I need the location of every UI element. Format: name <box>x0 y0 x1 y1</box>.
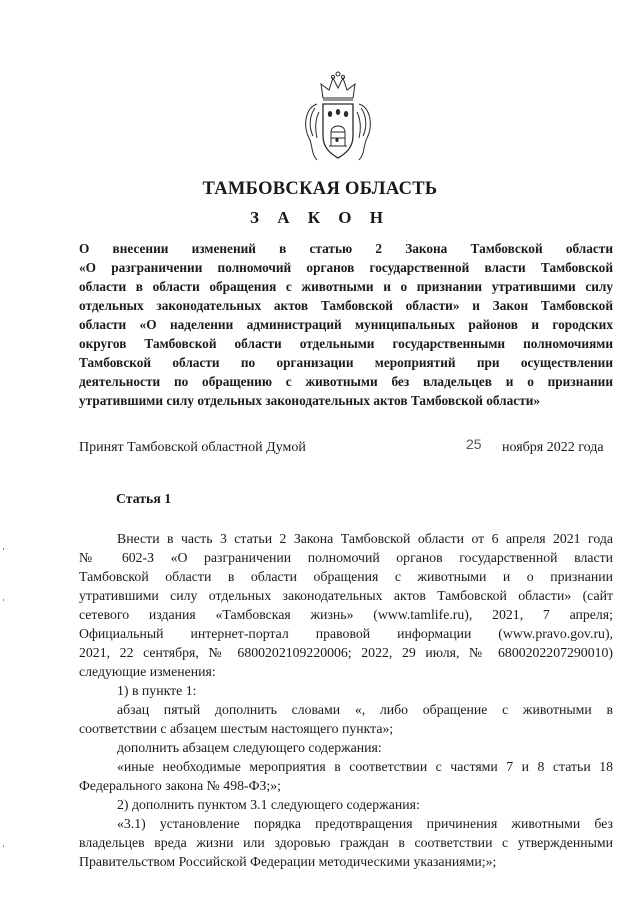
body-line: сетевого издания «Тамбовская жизнь» (www.tamlife.ru), 2021, 7 апреля; <box>79 607 613 622</box>
margin-mark <box>3 599 4 601</box>
body-line: Внести в часть 3 статьи 2 Закона Тамбовской области от 6 апреля 2021 года <box>117 531 613 546</box>
document-type: З А К О Н <box>249 208 391 227</box>
margin-mark <box>3 548 4 550</box>
title-line: О внесении изменений в статью 2 Закона Тамбовской области <box>79 241 613 256</box>
body-line: Тамбовской области в области обращения с животными и о признании <box>79 569 613 584</box>
adoption-text: Принят Тамбовской областной Думой <box>79 440 306 455</box>
article-title: Статья 1 <box>116 491 172 506</box>
title-line: области «О наделении администраций муниципальных районов и городских <box>79 317 613 332</box>
body-line: «иные необходимые мероприятия в соответствии с частями 7 и 8 статьи 18 <box>117 759 613 774</box>
body-line: дополнить абзацем следующего содержания: <box>117 740 382 755</box>
title-line: области в области обращения с животными и о признании утратившими силу <box>79 279 613 294</box>
body-line: 2021, 22 сентября, № 6800202109220006; 2022, 29 июля, № 6800202207290010) <box>79 645 613 660</box>
title-line: отдельных законодательных актов Тамбовской области» и Закон Тамбовской <box>79 298 613 313</box>
title-line: «О разграничении полномочий органов государственной власти Тамбовской <box>79 260 613 275</box>
adoption-month-year: ноября 2022 года <box>502 440 604 455</box>
body-line: соответствии с абзацем шестым настоящего пункта»; <box>79 721 394 736</box>
body-line: следующие изменения: <box>79 664 216 679</box>
title-line: Тамбовской области по организации мероприятий при осуществлении <box>79 355 613 370</box>
body-line: владельцев вреда жизни или здоровью граждан в соответствии с утвержденными <box>79 835 613 850</box>
region-name: ТАМБОВСКАЯ ОБЛАСТЬ <box>202 179 438 199</box>
body-line: 1) в пункте 1: <box>117 683 197 698</box>
coat-of-arms-emblem <box>297 68 379 168</box>
title-line: утратившими силу отдельных законодательных актов Тамбовской области» <box>79 393 541 408</box>
body-line: 2) дополнить пунктом 3.1 следующего содержания: <box>117 797 420 812</box>
body-line: абзац пятый дополнить словами «, либо обращение с животными в <box>117 702 613 717</box>
title-line: деятельности по обращению с животными без владельцев и о признании <box>79 374 613 389</box>
body-line: Федерального закона № 498-ФЗ;»; <box>79 778 281 793</box>
body-line: № 602-З «О разграничении полномочий органов государственной власти <box>79 550 613 565</box>
margin-mark <box>3 845 4 847</box>
body-line: утратившими силу отдельных законодательных актов Тамбовской области» (сайт <box>79 588 613 603</box>
body-line: Правительством Российской Федерации методическими указаниями;»; <box>79 854 497 869</box>
adoption-day: 25 <box>466 436 482 452</box>
body-line: Официальный интернет-портал правовой информации (www.pravo.gov.ru), <box>79 626 613 641</box>
title-line: округов Тамбовской области отдельными государственными полномочиями <box>79 336 613 351</box>
coat-of-arms-icon <box>297 68 379 168</box>
body-line: «3.1) установление порядка предотвращения причинения животными без <box>117 816 613 831</box>
